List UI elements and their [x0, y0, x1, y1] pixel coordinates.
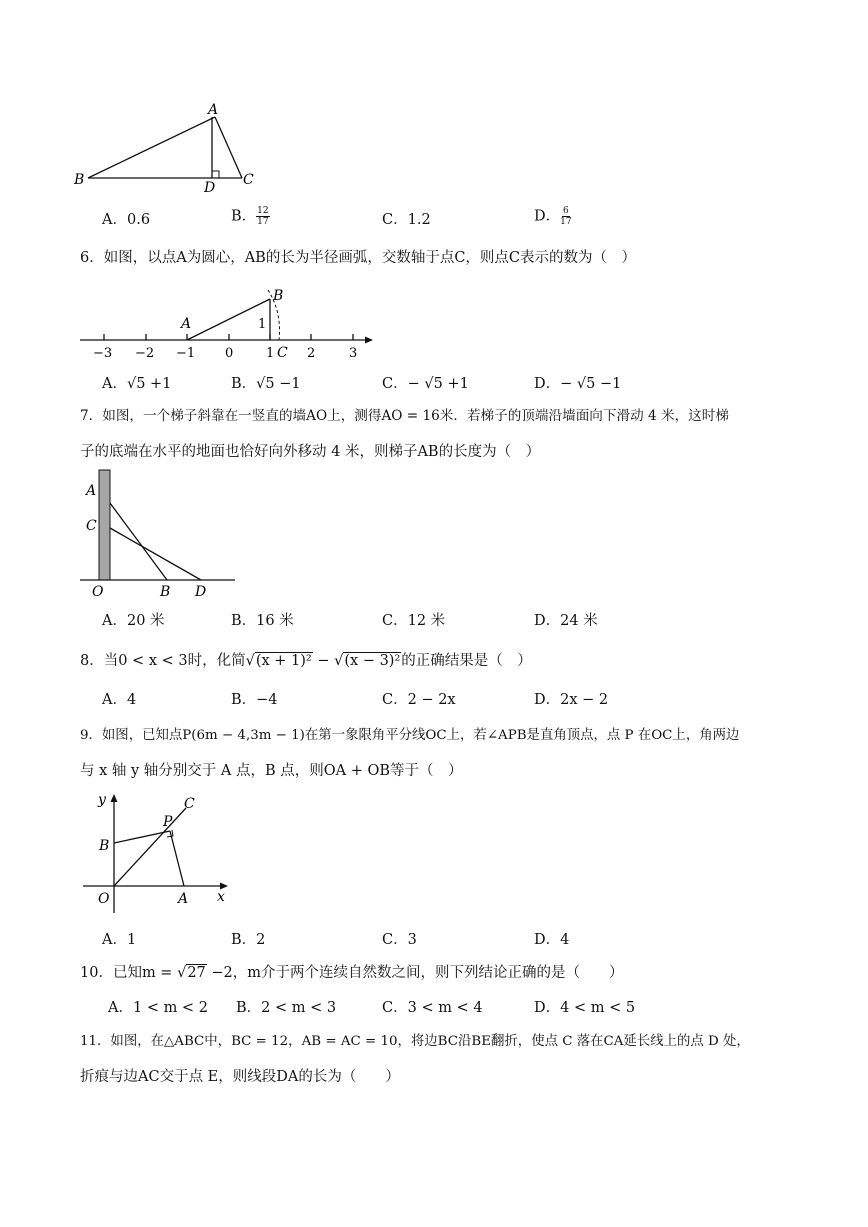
option-letter: A． [102, 932, 127, 948]
q9-label-o: O [98, 891, 110, 907]
q7-option-c[interactable] [382, 611, 445, 631]
option-text: 24 米 [560, 613, 598, 629]
option-letter: D． [534, 613, 561, 629]
q7-option-a[interactable] [102, 611, 165, 631]
q8-option-d[interactable] [534, 690, 608, 710]
q9-label-y: y [98, 792, 106, 808]
option-letter: C． [382, 692, 408, 708]
option-letter: A． [102, 376, 127, 392]
option-text: 20 米 [126, 613, 165, 629]
option-text: 0.6 [126, 212, 151, 228]
option-text: − √5 +1 [407, 376, 469, 392]
q6-option-d[interactable] [534, 374, 621, 394]
option-letter: A． [102, 692, 127, 708]
q6-tick-3: 3 [349, 346, 358, 361]
q7-option-b[interactable] [231, 611, 294, 631]
q6-tick-neg2: −2 [135, 346, 155, 361]
option-letter: D． [534, 376, 561, 392]
q11-stem-line1: 11．如图，在△ABC中，BC = 12，AB = AC = 10，将边BC沿BE翻折，使点 C 落在CA延长线上的点 D 处， [80, 1034, 750, 1049]
option-letter: A． [102, 613, 127, 629]
q5-label-b: B [74, 172, 85, 188]
sqrt-radicand-1: (x + 1)² [255, 653, 312, 669]
option-letter: A． [102, 212, 127, 228]
q10-option-c[interactable] [382, 998, 483, 1018]
option-letter: C． [382, 1000, 408, 1016]
q7-label-a: A [86, 483, 97, 499]
option-text: 12 米 [407, 613, 446, 629]
option-text: 3 < m < 4 [407, 1000, 483, 1016]
option-letter: D． [534, 692, 561, 708]
q6-tick-2: 2 [307, 346, 316, 361]
q6-tick-neg1: −1 [176, 346, 196, 361]
option-letter: D． [534, 208, 561, 225]
q9-label-c: C [184, 796, 195, 812]
q10-option-a[interactable] [108, 998, 208, 1018]
option-letter: B． [231, 932, 257, 948]
q5-option-c[interactable] [382, 210, 431, 230]
q9-stem-line2: 与 x 轴 y 轴分别交于 A 点，B 点，则OA + OB等于（ ） [80, 763, 463, 779]
q5-label-c: C [243, 172, 254, 188]
q6-label-c: C [277, 345, 288, 361]
q7-label-o: O [92, 584, 104, 600]
option-text: 3 [407, 932, 417, 948]
q7-ladder-figure [75, 465, 240, 600]
q7-label-c: C [86, 518, 97, 534]
option-text: 1.2 [407, 212, 431, 228]
q5-option-a[interactable] [102, 210, 150, 230]
q8-stem: 8．当0 < x < 3时，化简√(x + 1)² − √(x − 3)²的正确结果是（ ） [80, 653, 532, 669]
option-text: √5 −1 [256, 376, 301, 392]
q5-option-d[interactable] [534, 206, 572, 227]
sqrt-radicand-2: (x − 3)² [344, 653, 401, 669]
option-text: 16 米 [256, 613, 294, 629]
fraction: $\frac{6}{17}$ [560, 206, 572, 227]
q10-option-d[interactable] [534, 998, 635, 1018]
q6-label-a: A [181, 316, 192, 332]
option-text: −4 [256, 692, 278, 708]
q7-label-d: D [195, 584, 207, 600]
q9-label-x: x [217, 889, 225, 905]
q9-option-c[interactable] [382, 930, 417, 950]
option-letter: B． [236, 1000, 262, 1016]
q5-triangle-figure [70, 100, 270, 195]
q7-option-d[interactable] [534, 611, 598, 631]
option-text: √5 +1 [126, 376, 172, 392]
q7-stem-line1: 7．如图，一个梯子斜靠在一竖直的墙AO上，测得AO = 16米．若梯子的顶端沿墙面向下滑动 4 米，这时梯 [80, 408, 729, 424]
q10-stem: 10．已知m = √27 −2，m介于两个连续自然数之间，则下列结论正确的是（ ） [80, 965, 624, 981]
option-text: 4 [560, 932, 570, 948]
q6-number-line-figure [75, 282, 385, 362]
q9-option-b[interactable] [231, 930, 265, 950]
option-text: 2 − 2x [407, 692, 456, 708]
option-text: 2 [256, 932, 266, 948]
q7-stem-line2: 子的底端在水平的地面也恰好向外移动 4 米，则梯子AB的长度为（ ） [80, 444, 541, 460]
q9-label-b: B [99, 838, 110, 854]
q5-option-b[interactable] [231, 206, 270, 227]
q10-option-b[interactable] [236, 998, 336, 1018]
q5-label-d: D [204, 180, 216, 195]
option-letter: B． [231, 376, 257, 392]
q7-label-b: B [160, 584, 171, 600]
q8-option-c[interactable] [382, 690, 456, 710]
option-text: 1 [126, 932, 137, 948]
q6-tick-1: 1 [266, 346, 275, 361]
q11-stem-line2: 折痕与边AC交于点 E，则线段DA的长为（ ） [80, 1069, 400, 1085]
q8-option-a[interactable] [102, 690, 136, 710]
option-text: 4 [126, 692, 137, 708]
q9-stem-line1: 9．如图，已知点P(6m − 4,3m − 1)在第一象限角平分线OC上，若∠APB是直角顶点，点 P 在OC上，角两边 [80, 728, 740, 743]
q6-option-c[interactable] [382, 374, 469, 394]
option-text: 2 < m < 3 [261, 1000, 337, 1016]
q6-option-b[interactable] [231, 374, 301, 394]
option-letter: C． [382, 376, 408, 392]
option-letter: B． [231, 692, 257, 708]
option-letter: A． [108, 1000, 133, 1016]
option-letter: C． [382, 212, 408, 228]
q8-option-b[interactable] [231, 690, 278, 710]
q6-tick-neg3: −3 [93, 346, 113, 361]
option-letter: D． [534, 932, 561, 948]
option-text: − √5 −1 [560, 376, 622, 392]
option-letter: B． [231, 613, 257, 629]
q5-label-a: A [208, 102, 219, 118]
q9-option-d[interactable] [534, 930, 569, 950]
q6-label-b: B [273, 288, 284, 304]
option-letter: D． [534, 1000, 561, 1016]
option-letter: C． [382, 932, 408, 948]
fraction: $\frac{12}{17}$ [257, 206, 269, 227]
q9-label-p: P [163, 814, 173, 830]
q9-coordinate-figure [78, 788, 238, 918]
q6-tick-0: 0 [225, 346, 234, 361]
q6-stem: 6．如图，以点A为圆心，AB的长为半径画弧，交数轴于点C，则点C表示的数为（ ） [80, 250, 637, 266]
q6-label-1: 1 [258, 317, 267, 332]
sqrt-radicand: 27 [187, 965, 206, 981]
q9-option-a[interactable] [102, 930, 136, 950]
option-text: 4 < m < 5 [560, 1000, 636, 1016]
option-letter: B． [231, 208, 257, 225]
option-text: 1 < m < 2 [132, 1000, 208, 1016]
q6-option-a[interactable] [102, 374, 171, 394]
option-letter: C． [382, 613, 408, 629]
option-text: 2x − 2 [560, 692, 609, 708]
q9-label-a: A [178, 891, 189, 907]
